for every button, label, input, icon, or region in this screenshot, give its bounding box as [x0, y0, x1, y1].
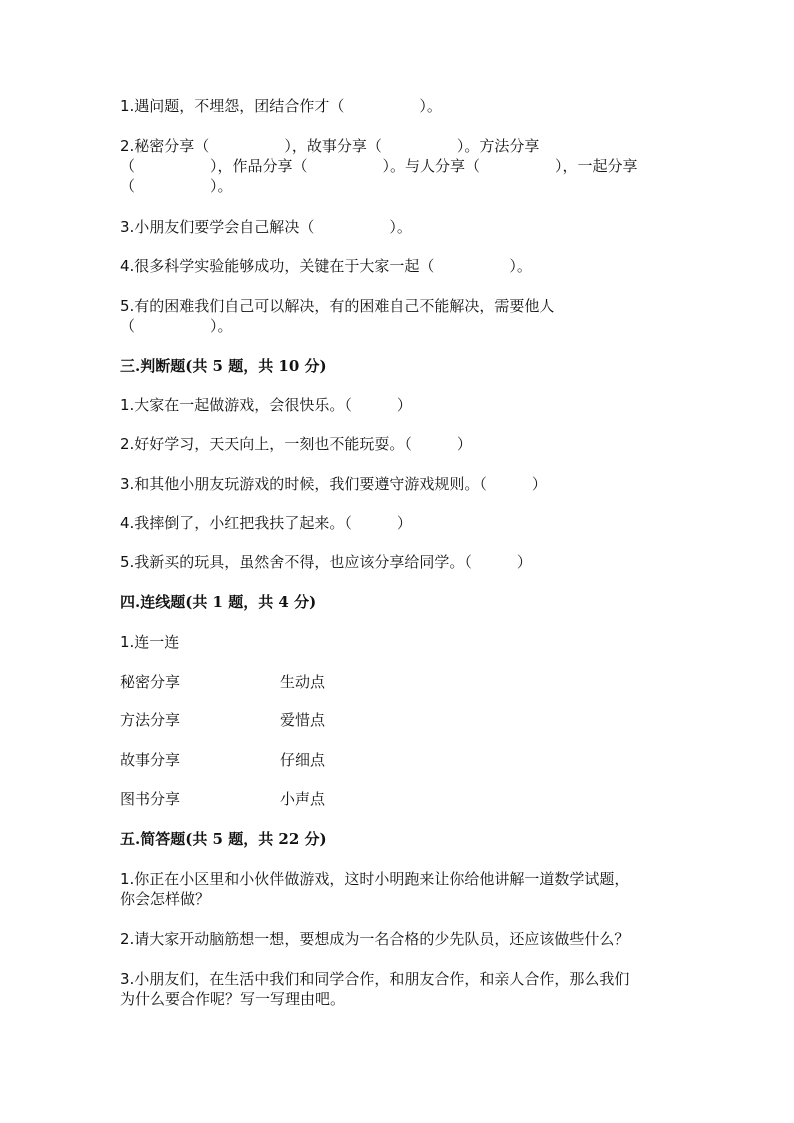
fill-question-1: 1.遇问题，不埋怨，团结合作才（ ）。 — [120, 97, 442, 115]
match-question-1: 1.连一连 — [120, 633, 180, 651]
short-question-1-line-2: 你会怎样做？ — [120, 890, 211, 908]
match-right-item: 仔细点 — [280, 751, 326, 769]
judge-question-1: 1.大家在一起做游戏，会很快乐。（ ） — [120, 396, 412, 414]
judge-question-4: 4.我摔倒了，小红把我扶了起来。（ ） — [120, 514, 412, 532]
short-question-3-line-2: 为什么要合作呢？写一写理由吧。 — [120, 990, 346, 1008]
short-question-1-line-1: 1.你正在小区里和小伙伴做游戏，这时小明跑来让你给他讲解一道数学试题， — [120, 870, 630, 888]
judge-question-5: 5.我新买的玩具，虽然舍不得，也应该分享给同学。（ ） — [120, 553, 532, 571]
fill-question-2-line-1: 2.秘密分享（ ），故事分享（ ）。方法分享 — [120, 137, 540, 155]
fill-question-5-line-2: （ ）。 — [120, 317, 233, 335]
fill-question-3: 3.小朋友们要学会自己解决（ ）。 — [120, 218, 412, 236]
match-left-item: 图书分享 — [120, 790, 181, 808]
section-heading-judge: 三.判断题(共 5 题，共 10 分) — [120, 357, 327, 375]
match-left-item: 方法分享 — [120, 711, 181, 729]
match-right-item: 生动点 — [280, 673, 326, 691]
judge-question-2: 2.好好学习，天天向上，一刻也不能玩耍。（ ） — [120, 435, 472, 453]
match-left-item: 故事分享 — [120, 751, 181, 769]
match-left-item: 秘密分享 — [120, 673, 181, 691]
section-heading-match: 四.连线题(共 1 题，共 4 分) — [120, 593, 317, 611]
section-heading-short: 五.简答题(共 5 题，共 22 分) — [120, 830, 327, 848]
fill-question-2-line-2: （ ），作品分享（ ）。与人分享（ ），一起分享 — [120, 157, 638, 175]
short-question-3-line-1: 3.小朋友们，在生活中我们和同学合作，和朋友合作，和亲人合作，那么我们 — [120, 970, 630, 988]
match-right-item: 小声点 — [280, 790, 326, 808]
judge-question-3: 3.和其他小朋友玩游戏的时候，我们要遵守游戏规则。（ ） — [120, 475, 547, 493]
short-question-2: 2.请大家开动脑筋想一想，要想成为一名合格的少先队员，还应该做些什么？ — [120, 930, 630, 948]
fill-question-5-line-1: 5.有的困难我们自己可以解决，有的困难自己不能解决，需要他人 — [120, 297, 555, 315]
fill-question-2-line-3: （ ）。 — [120, 177, 233, 195]
match-right-item: 爱惜点 — [280, 711, 326, 729]
fill-question-4: 4.很多科学实验能够成功，关键在于大家一起（ ）。 — [120, 257, 532, 275]
